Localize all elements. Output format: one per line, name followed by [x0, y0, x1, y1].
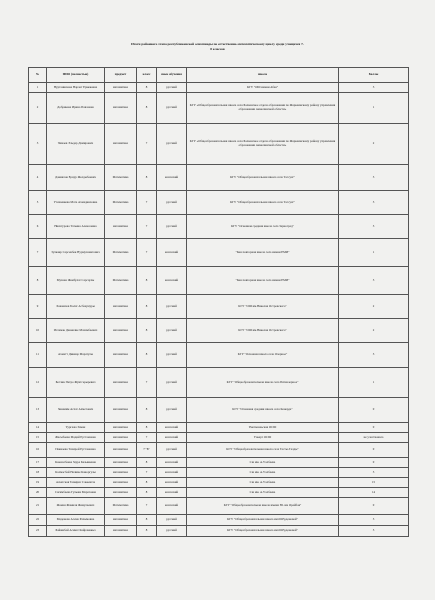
- cell-full-name: Калмасбай Нелиме Каиоргулы: [47, 468, 105, 478]
- cell-grade: 8: [137, 515, 157, 526]
- cell-language: русский: [157, 515, 187, 526]
- cell-full-name: Байжибай Асикат Кайрамакыз: [47, 526, 105, 537]
- cell-grade: 8: [137, 478, 157, 488]
- cell-language: казахский: [157, 433, 187, 443]
- cell-language: русский: [157, 368, 187, 398]
- table-row: [29, 515, 409, 526]
- cell-number: 11: [29, 343, 47, 368]
- cell-subject: математика: [105, 93, 137, 124]
- cell-score: 3: [339, 83, 409, 93]
- cell-subject: математика: [105, 343, 137, 368]
- cell-number: 14: [29, 423, 47, 433]
- cell-school: КГУ "ОШ им.Николая Островского": [187, 319, 339, 343]
- cell-language: русский: [157, 319, 187, 343]
- cell-grade: 7: [137, 468, 157, 478]
- cell-grade: 8: [137, 423, 157, 433]
- cell-full-name: Утешевиева Мата Ахмадияловна: [47, 191, 105, 215]
- cell-subject: математика: [105, 423, 137, 433]
- cell-score: 3: [339, 165, 409, 191]
- cell-school: КГУ "ОШ им.Николая Островского": [187, 295, 339, 319]
- table-row: [29, 468, 409, 478]
- cell-subject: математика: [105, 458, 137, 468]
- cell-school: КГУ «Общеобразовательная школа села Балканское отдела образования по Жаркаинскому району управления образования Акмолинской области»: [187, 124, 339, 165]
- cell-school: "Кен повторная школа села имени ЕМИ": [187, 239, 339, 267]
- table-row: [29, 368, 409, 398]
- cell-score: 3: [339, 191, 409, 215]
- cell-grade: 7 "Б": [137, 443, 157, 458]
- cell-grade: 8: [137, 526, 157, 537]
- cell-grade: 8: [137, 165, 157, 191]
- cell-school: Сш им. А.Уалбаева: [187, 458, 339, 468]
- cell-number: 16: [29, 443, 47, 458]
- cell-language: русский: [157, 398, 187, 423]
- cell-score: 3: [339, 526, 409, 537]
- cell-score: 1: [339, 93, 409, 124]
- cell-full-name: Аскатская Томирис Сакеевгле: [47, 478, 105, 488]
- cell-full-name: Нуртаниязова Нарлет Ермековна: [47, 83, 105, 93]
- table-row: [29, 488, 409, 498]
- cell-language: казахский: [157, 458, 187, 468]
- cell-number: 15: [29, 433, 47, 443]
- cell-language: русский: [157, 93, 187, 124]
- cell-language: казахский: [157, 267, 187, 295]
- cell-school: Сш им. А.Уалбаева: [187, 478, 339, 488]
- cell-subject: математика: [105, 319, 137, 343]
- cell-language: казахский: [157, 165, 187, 191]
- cell-subject: математика: [105, 295, 137, 319]
- cell-school: КГУ "Общеобразовательная школа имени Ю. им Орайбая": [187, 498, 339, 515]
- cell-grade: 8: [137, 267, 157, 295]
- cell-language: русский: [157, 443, 187, 458]
- cell-number: 21: [29, 498, 47, 515]
- cell-grade: 8: [137, 83, 157, 93]
- cell-number: 4: [29, 165, 47, 191]
- cell-school: КГУ "Основная средняя школа села Кенерда": [187, 398, 339, 423]
- title-line-1: Итоги районного этапа республиканской олимпиады по естественно-математическому циклу среди учащихся 7-: [131, 42, 304, 46]
- table-row: [29, 83, 409, 93]
- cell-school: КГУ "Основная школа села Очерное": [187, 343, 339, 368]
- cell-subject: математика: [105, 468, 137, 478]
- table-row: [29, 267, 409, 295]
- table-row: [29, 319, 409, 343]
- cell-number: 10: [29, 319, 47, 343]
- header-school: школа: [187, 68, 339, 83]
- table-header-row: [29, 68, 409, 83]
- cell-subject: математика: [105, 443, 137, 458]
- table-row: [29, 124, 409, 165]
- cell-grade: 7: [137, 433, 157, 443]
- cell-number: 23: [29, 526, 47, 537]
- table-body: [29, 83, 409, 537]
- cell-score: 1: [339, 368, 409, 398]
- cell-subject: математика: [105, 368, 137, 398]
- cell-score: 1: [339, 239, 409, 267]
- cell-language: казахский: [157, 498, 187, 515]
- table-row: [29, 343, 409, 368]
- cell-subject: математика: [105, 515, 137, 526]
- cell-score: 0: [339, 443, 409, 458]
- cell-score: 2: [339, 124, 409, 165]
- cell-score: 3: [339, 343, 409, 368]
- cell-school: КГУ "Общеобразовательная школа села Тассуат": [187, 191, 339, 215]
- cell-school: КГУ "Общеобразовательная школа села Тасты-Талды": [187, 443, 339, 458]
- cell-grade: 7: [137, 239, 157, 267]
- table-row: [29, 93, 409, 124]
- cell-language: русский: [157, 343, 187, 368]
- header-subject: предмет: [105, 68, 137, 83]
- cell-score: 3: [339, 267, 409, 295]
- cell-language: русский: [157, 295, 187, 319]
- cell-number: 19: [29, 478, 47, 488]
- cell-full-name: Тургажа Заман: [47, 423, 105, 433]
- cell-score: 3: [339, 515, 409, 526]
- cell-language: русский: [157, 215, 187, 239]
- cell-score: 3: [339, 215, 409, 239]
- cell-school: КГУ "Общеобразовательная школа им.Ш.Ерденовой": [187, 526, 339, 537]
- cell-subject: математика: [105, 433, 137, 443]
- cell-number: 18: [29, 468, 47, 478]
- cell-school: КГУ «Общеобразовательная школа села Балканское отдела образования по Жаркаинскому району управления образования Акмолинской области»: [187, 93, 339, 124]
- cell-score: 15: [339, 478, 409, 488]
- cell-full-name: Жасыбаева Мадий Рустамовна: [47, 433, 105, 443]
- cell-score: 14: [339, 488, 409, 498]
- cell-score: 0: [339, 458, 409, 468]
- cell-subject: математика: [105, 478, 137, 488]
- cell-full-name: Зулкаир Сарсенбек Нурмухаметович: [47, 239, 105, 267]
- cell-subject: Математика: [105, 498, 137, 515]
- table-row: [29, 239, 409, 267]
- cell-subject: математика: [105, 124, 137, 165]
- header-grade: класс: [137, 68, 157, 83]
- cell-language: русский: [157, 526, 187, 537]
- cell-grade: 8: [137, 93, 157, 124]
- cell-score: 2: [339, 295, 409, 319]
- cell-grade: 7: [137, 191, 157, 215]
- cell-school: КГУ "Основная средняя школа села Зерноград": [187, 215, 339, 239]
- cell-number: 17: [29, 458, 47, 468]
- cell-grade: 8: [137, 319, 157, 343]
- cell-language: русский: [157, 124, 187, 165]
- table-row: [29, 458, 409, 468]
- cell-full-name: Маденова Асема Рахымовна: [47, 515, 105, 526]
- cell-language: казахский: [157, 423, 187, 433]
- table-row: [29, 165, 409, 191]
- cell-school: КГУ "Общеобразовательная школа села Тассуат": [187, 165, 339, 191]
- cell-number: 2: [29, 93, 47, 124]
- header-score: Баллы: [339, 68, 409, 83]
- cell-subject: математика: [105, 526, 137, 537]
- cell-grade: 7: [137, 215, 157, 239]
- cell-grade: 8: [137, 343, 157, 368]
- cell-subject: Математика: [105, 239, 137, 267]
- cell-subject: Математика: [105, 191, 137, 215]
- table-row: [29, 498, 409, 515]
- cell-school: КГУ "Общеобразовательная школа села Пятиозерное": [187, 368, 339, 398]
- cell-grade: 8: [137, 398, 157, 423]
- cell-school: Уакарт ОСШ: [187, 433, 339, 443]
- title-line-2: 8 классов: [210, 47, 225, 51]
- cell-number: 22: [29, 515, 47, 526]
- cell-grade: 8: [137, 295, 157, 319]
- cell-full-name: Хажиахов Болат Асбааумуры: [47, 295, 105, 319]
- cell-subject: математика: [105, 488, 137, 498]
- cell-full-name: Зинаиим Асхат Ахметович: [47, 398, 105, 423]
- cell-language: казахский: [157, 468, 187, 478]
- cell-school: КГУ "ОШ имени Абая": [187, 83, 339, 93]
- cell-number: 1: [29, 83, 47, 93]
- cell-grade: 7: [137, 498, 157, 515]
- results-table: [28, 67, 409, 537]
- cell-number: 8: [29, 267, 47, 295]
- cell-grade: 8: [137, 488, 157, 498]
- document-title: [30, 42, 405, 52]
- table-row: [29, 526, 409, 537]
- cell-full-name: Кожаалбаева Заура Казьвиевна: [47, 458, 105, 468]
- cell-school: Уметкенаьская ОСШ: [187, 423, 339, 433]
- cell-subject: Математика: [105, 165, 137, 191]
- cell-score: 2: [339, 319, 409, 343]
- table-row: [29, 433, 409, 443]
- cell-score: 0: [339, 498, 409, 515]
- header-full-name: ФИО (полностью): [47, 68, 105, 83]
- cell-number: 3: [29, 124, 47, 165]
- table-row: [29, 398, 409, 423]
- cell-full-name: Ниязтурова Татьяна Алексеевна: [47, 215, 105, 239]
- cell-subject: математика: [105, 83, 137, 93]
- cell-grade: 8: [137, 458, 157, 468]
- cell-full-name: Пакиаева Тохирой Рустамовна: [47, 443, 105, 458]
- cell-number: 7: [29, 239, 47, 267]
- cell-number: 20: [29, 488, 47, 498]
- cell-grade: 7: [137, 124, 157, 165]
- cell-language: казахский: [157, 478, 187, 488]
- cell-number: 12: [29, 368, 47, 398]
- cell-full-name: Чамаев Эльдар Дамирович: [47, 124, 105, 165]
- cell-subject: математика: [105, 398, 137, 423]
- cell-language: казахский: [157, 488, 187, 498]
- cell-school: Сш им. А.Уалбаева: [187, 468, 339, 478]
- cell-subject: Математика: [105, 267, 137, 295]
- header-number: №: [29, 68, 47, 83]
- header-language: язык обучения: [157, 68, 187, 83]
- cell-subject: математика: [105, 215, 137, 239]
- cell-language: казахский: [157, 239, 187, 267]
- table-row: [29, 478, 409, 488]
- cell-score: 0: [339, 423, 409, 433]
- cell-school: "Кен повторная школа села имени ЕМИ": [187, 267, 339, 295]
- cell-number: 6: [29, 215, 47, 239]
- cell-full-name: Мухаан Жамбулат Сарсаулы: [47, 267, 105, 295]
- table-row: [29, 215, 409, 239]
- cell-language: русский: [157, 83, 187, 93]
- table-row: [29, 295, 409, 319]
- table-row: [29, 443, 409, 458]
- cell-full-name: Даниялов Ернур Жолдыбаевич: [47, 165, 105, 191]
- cell-full-name: Исламак Даниелие Махамбаевич: [47, 319, 105, 343]
- cell-number: 5: [29, 191, 47, 215]
- cell-grade: 7: [137, 368, 157, 398]
- cell-number: 13: [29, 398, 47, 423]
- cell-full-name: Добрякова Ирина Павловна: [47, 93, 105, 124]
- cell-full-name: Бесчик Петро Жувтсерыревич: [47, 368, 105, 398]
- cell-full-name: Ахметт Динмар Маратулы: [47, 343, 105, 368]
- cell-school: Сш им. А.Уалбаева: [187, 488, 339, 498]
- cell-school: КГУ "Общеобразовательная школа им.Ш.Ерденовой": [187, 515, 339, 526]
- cell-number: 9: [29, 295, 47, 319]
- cell-language: русский: [157, 191, 187, 215]
- cell-score: 3: [339, 468, 409, 478]
- cell-score: не участвовала: [339, 433, 409, 443]
- cell-score: 0: [339, 398, 409, 423]
- table-row: [29, 423, 409, 433]
- cell-full-name: Жаман Жамиля Жамулаевич: [47, 498, 105, 515]
- cell-full-name: Сагимбаева Гульжи Маратовна: [47, 488, 105, 498]
- table-row: [29, 191, 409, 215]
